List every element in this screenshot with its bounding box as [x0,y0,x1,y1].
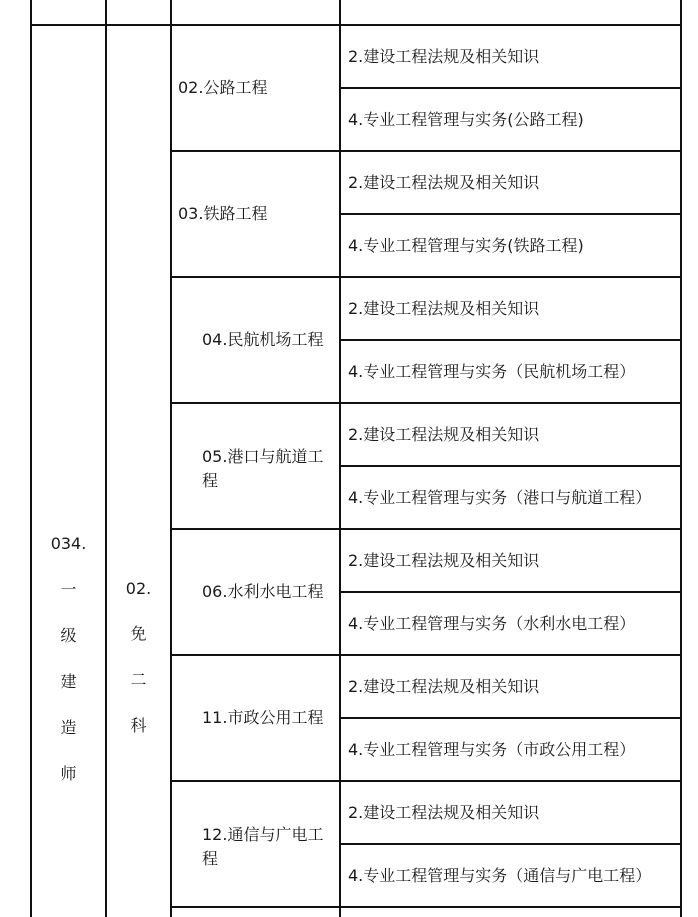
exemption-char: 二 [130,670,147,689]
subject-cell: 4.专业工程管理与实务（民航机场工程） [348,362,636,381]
grid-line [339,339,682,341]
subject-cell: 2.建设工程法规及相关知识 [348,173,540,192]
grid-line [339,87,682,89]
major-name: 04.民航机场工程 [202,330,324,349]
exemption-char: 科 [130,716,147,735]
subject-cell: 2.建设工程法规及相关知识 [348,551,540,570]
subject-cell: 2.建设工程法规及相关知识 [348,299,540,318]
major-name: 11.市政公用工程 [202,708,324,727]
grid-line [339,717,682,719]
qualification-code: 034. [50,534,87,553]
grid-line [339,591,682,593]
major-name: 12.通信与广电工程 [202,825,324,868]
subject-cell: 2.建设工程法规及相关知识 [348,677,540,696]
subject-cell: 4.专业工程管理与实务（水利水电工程） [348,614,636,633]
exemption-char: 免 [130,624,147,643]
subject-cell: 4.专业工程管理与实务（通信与广电工程） [348,866,652,885]
subject-cell: 4.专业工程管理与实务（市政公用工程） [348,740,636,759]
subject-cell: 4.专业工程管理与实务（港口与航道工程） [348,488,652,507]
grid-line [339,213,682,215]
major-name: 02.公路工程 [178,78,268,97]
major-name: 05.港口与航道工程 [202,447,324,490]
subject-cell: 4.专业工程管理与实务(公路工程) [348,110,584,129]
qualification-char: 级 [60,626,77,645]
grid-line [30,24,682,26]
exemption-code: 02. [125,579,152,598]
grid-line [170,654,682,656]
grid-line [170,906,682,908]
major-name: 03.铁路工程 [178,204,268,223]
subject-cell: 2.建设工程法规及相关知识 [348,803,540,822]
grid-line [170,150,682,152]
grid-line [170,780,682,782]
grid-line [170,402,682,404]
qualification-char: 造 [60,718,77,737]
grid-line [170,528,682,530]
grid-line [339,843,682,845]
major-name: 06.水利水电工程 [202,582,324,601]
qualification-char: 建 [60,672,77,691]
subject-cell: 4.专业工程管理与实务(铁路工程) [348,236,584,255]
grid-line [170,276,682,278]
qualification-char: 师 [60,764,77,783]
subject-cell: 2.建设工程法规及相关知识 [348,425,540,444]
exemption-name [107,624,170,762]
grid-line [339,465,682,467]
qualification-char: 一 [60,580,77,599]
subject-cell: 2.建设工程法规及相关知识 [348,47,540,66]
qualification-name [31,580,106,810]
